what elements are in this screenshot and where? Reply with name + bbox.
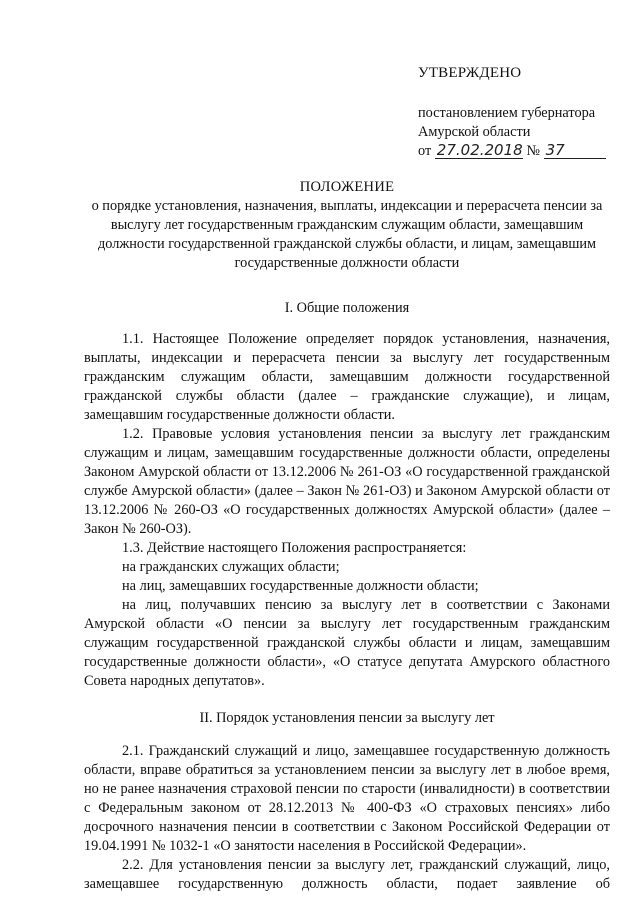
paragraph-1-2: 1.2. Правовые условия установления пенсии за выслугу лет гражданским служащим и лицам, замещавшим государственные должности области, определены Законом Амурской области от 13.12.2006 № 261-ОЗ «О государственной гражданской службе Амурской области» (далее – Закон № 261-ОЗ) и Законом Амурской области от 13.12.2006 № 260-ОЗ «О государственных должностях Амурской области» (далее – Закон № 260-ОЗ). (84, 426, 610, 537)
section-2-heading: II. Порядок установления пенсии за выслугу лет (199, 710, 495, 726)
document-subtitle: о порядке установления, назначения, выплаты, индексации и перерасчета пенсии за выслугу лет государственным гражданским служащим области, замещавшим должности государственной гражданской службы области, и лицам, замещавшим государственные должности области (91, 198, 603, 271)
section-1-heading: I. Общие положения (284, 300, 410, 316)
date-prefix: от (418, 143, 432, 159)
approval-line-1: постановлением губернатора (418, 105, 596, 121)
paragraph-1-3: 1.3. Действие настоящего Положения распространяется: (122, 540, 467, 556)
approval-date-line (418, 142, 628, 161)
document-body (84, 178, 610, 894)
list-item-c: на лиц, получавших пенсию за выслугу лет в соответствии с Законами Амурской области «О пенсии за выслугу лет государственным гражданским служащим государственной гражданской службы области и лицам, замещавшим государственные должности области», «О статусе депутата Амурского областного Совета народных депутатов». (84, 597, 610, 689)
paragraph-2-1: 2.1. Гражданский служащий и лицо, замещавшее государственную должность области, вправе обратиться за установлением пенсии за выслугу лет в любое время, но не ранее назначения страховой пенсии по старости (инвалидности) в соответствии с Федеральным законом от 28.12.2013 № 400-ФЗ «О страховых пенсиях» либо досрочного назначения пенсии в соответствии с Законом Российской Федерации от 19.04.1991 № 1032-1 «О занятости населения в Российской Федерации». (84, 743, 610, 854)
list-item-b: на лиц, замещавших государственные должности области; (122, 578, 479, 594)
number-prefix: № (526, 143, 541, 159)
list-item-a: на гражданских служащих области; (122, 559, 340, 575)
handwritten-date: 27.02.2018 (436, 141, 523, 159)
handwritten-number: 37 (544, 142, 606, 159)
paragraph-2-2: 2.2. Для установления пенсии за выслугу лет, гражданский служащий, лицо, замещавшее государственную должность области, подает заявление об (84, 857, 610, 892)
approval-title: УТВЕРЖДЕНО (418, 65, 522, 81)
approval-line-2: Амурской области (418, 124, 531, 140)
approval-block (418, 64, 628, 161)
document-title: ПОЛОЖЕНИЕ (299, 179, 395, 195)
paragraph-1-1: 1.1. Настоящее Положение определяет порядок установления, назначения, выплаты, индексации и перерасчета пенсии за выслугу лет государственным гражданским служащим области, замещавшим должности государственной гражданской службы области (далее – гражданские служащие), и лицам, замещавшим государственные должности области. (84, 331, 610, 423)
